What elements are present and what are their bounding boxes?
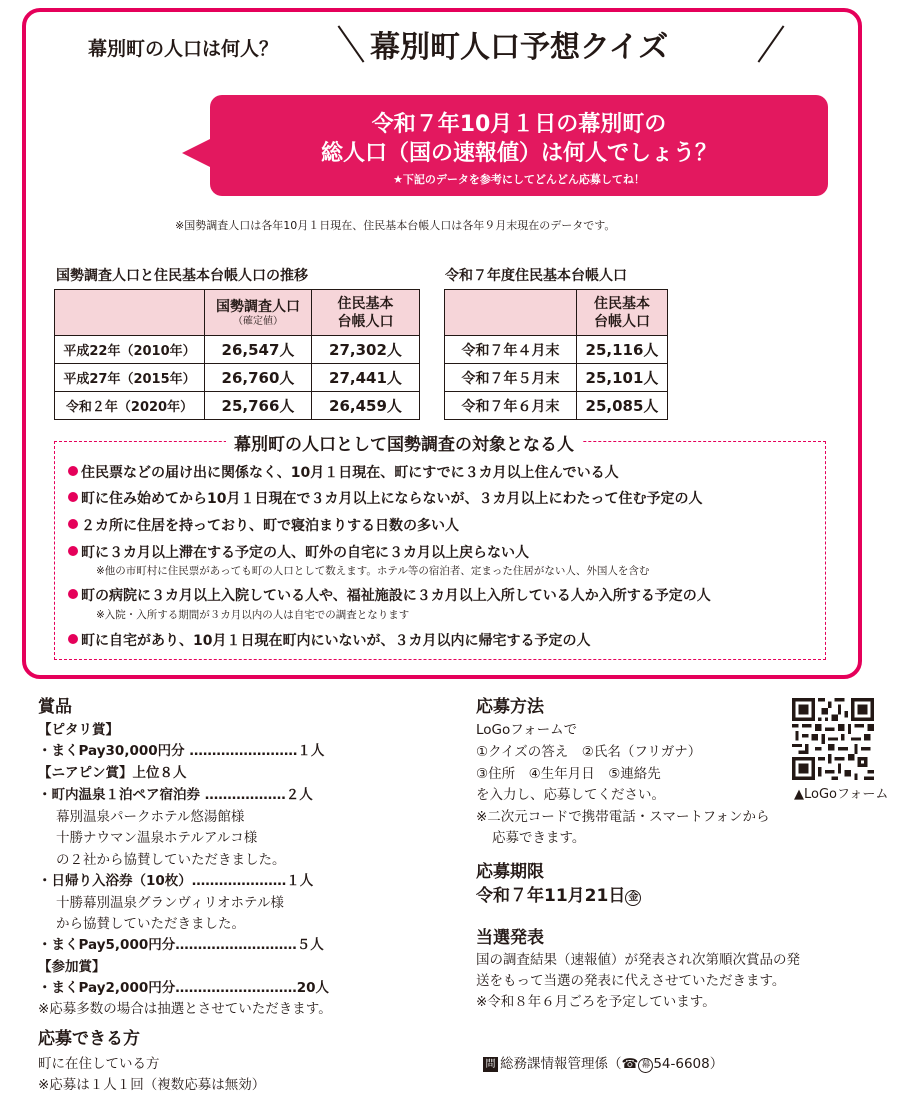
prize-line: の２社から協賛していただきました。 <box>56 852 286 868</box>
deadline-title: 応募期限 <box>476 862 544 882</box>
phone-icon: ☎ <box>621 1056 639 1072</box>
prize-line: 【参加賞】 <box>38 959 106 975</box>
method-line: ①クイズの答え ②氏名（フリガナ） <box>476 744 702 760</box>
announce-line: 送をもって当選の発表に代えさせていただきます。 <box>476 973 786 989</box>
qr-code-icon[interactable] <box>792 698 874 780</box>
prize-line: ・まくPay5,000円分………………………５人 <box>38 937 324 953</box>
bullet-icon <box>68 634 78 644</box>
weekday-badge: 金 <box>625 890 641 906</box>
prize-line: ・日帰り入浴券（10枚）…………………１人 <box>38 873 314 889</box>
r7-header: 住民基本 台帳人口 <box>577 290 668 336</box>
method-note: ※二次元コードで携帯電話・スマートフォンから <box>476 809 770 825</box>
announce-note: ※令和８年６月ごろを予定しています。 <box>476 994 716 1010</box>
eligible-note: ※応募は１人１回（複数応募は無効） <box>38 1077 266 1093</box>
question-line-1: 令和７年10月１日の幕別町の <box>371 112 667 137</box>
bullet-icon <box>68 589 78 599</box>
question-line-2: 総人口（国の速報値）は何人でしょう？ <box>320 141 717 166</box>
inquiry-icon: 問 <box>483 1057 498 1072</box>
table-row: 平成27年（2015年） 26,760人 27,441人 <box>55 364 420 392</box>
qr-caption: ▲LoGoフォーム <box>794 787 889 802</box>
eligible-line: 町に在住している方 <box>38 1056 160 1072</box>
criteria-item: 町に自宅があり、10月１日現在町内にいないが、３カ月以内に帰宅する予定の人 <box>68 630 590 650</box>
criteria-item: 町の病院に３カ月以上入院している人や、福祉施設に３カ月以上入所している人か入所する予定の人 <box>68 585 711 605</box>
r7-table <box>444 289 668 420</box>
prize-line: 幕別温泉パークホテル悠湯館様 <box>56 809 245 825</box>
table-row: 令和７年４月末 25,116人 <box>445 336 668 364</box>
prize-line: ・まくPay30,000円分 ……………………１人 <box>38 743 325 759</box>
criteria-title: 幕別町の人口として国勢調査の対象となる人 <box>226 430 582 455</box>
bullet-icon <box>68 519 78 529</box>
deadline-date: 令和７年11月21日 金 <box>476 881 641 906</box>
prize-line: ・町内温泉１泊ペア宿泊券 ………………２人 <box>38 787 313 803</box>
criteria-item: 町に３カ月以上滞在する予定の人、町外の自宅に３カ月以上戻らない人 <box>68 542 529 562</box>
r7-table-corner <box>445 290 577 336</box>
area-code-icon: 幕 <box>638 1058 653 1073</box>
question-bubble <box>210 95 828 196</box>
header-subtitle: 幕別町の人口は何人？ <box>88 38 279 60</box>
table-row: 平成22年（2010年） 26,547人 27,302人 <box>55 336 420 364</box>
data-note: ※国勢調査人口は各年10月１日現在、住民基本台帳人口は各年９月末現在のデータです。 <box>175 219 616 232</box>
prizes-title: 賞品 <box>38 697 72 717</box>
prize-line: から協賛していただきました。 <box>56 916 245 932</box>
method-line: LoGoフォームで <box>476 722 578 738</box>
bullet-icon <box>68 546 78 556</box>
table-row: 令和７年６月末 25,085人 <box>445 392 668 420</box>
announce-title: 当選発表 <box>476 928 544 948</box>
census-table <box>54 289 420 420</box>
announce-line: 国の調査結果（速報値）が発表され次第順次賞品の発 <box>476 952 800 968</box>
criteria-subnote: ※他の市町村に住民票があっても町の人口として数えます。ホテル等の宿泊者、定まった住居がない人、外国人を含む <box>96 565 650 577</box>
prize-line: 【ピタリ賞】 <box>38 722 119 738</box>
census-table-title: 国勢調査人口と住民基本台帳人口の推移 <box>56 268 308 284</box>
method-line: ③住所 ④生年月日 ⑤連絡先 <box>476 766 661 782</box>
eligible-title: 応募できる方 <box>38 1029 140 1049</box>
prize-line: ・まくPay2,000円分………………………20人 <box>38 980 330 996</box>
prize-line: 十勝ナウマン温泉ホテルアルコ様 <box>56 830 258 846</box>
criteria-item: ２カ所に住居を持っており、町で寝泊まりする日数の多い人 <box>68 515 459 535</box>
method-note: 応募できます。 <box>492 830 586 846</box>
method-line: を入力し、応募してください。 <box>476 787 665 803</box>
r7-table-title: 令和７年度住民基本台帳人口 <box>445 268 627 284</box>
question-hint: ★下記のデータを参考にしてどんどん応募してね！ <box>393 173 645 186</box>
bullet-icon <box>68 492 78 502</box>
header-title: 幕別町人口予想クイズ <box>370 30 669 65</box>
table-row: 令和７年５月末 25,101人 <box>445 364 668 392</box>
criteria-subnote: ※入院・入所する期間が３カ月以内の人は自宅での調査となります <box>96 609 410 621</box>
prize-line: 【ニアピン賞】上位８人 <box>38 765 187 781</box>
prize-line: 十勝幕別温泉グランヴィリオホテル様 <box>56 895 284 911</box>
census-header: 国勢調査人口 （確定値） <box>205 290 312 336</box>
census-table-corner <box>55 290 205 336</box>
method-title: 応募方法 <box>476 697 544 717</box>
contact-line: 問 総務課情報管理係（☎ 幕 54-6608） <box>483 1052 723 1073</box>
bullet-icon <box>68 466 78 476</box>
criteria-item: 町に住み始めてから10月１日現在で３カ月以上にならないが、３カ月以上にわたって住む予定の人 <box>68 488 702 508</box>
table-row: 令和２年（2020年） 25,766人 26,459人 <box>55 392 420 420</box>
criteria-item: 住民票などの届け出に関係なく、10月１日現在、町にすでに３カ月以上住んでいる人 <box>68 462 619 482</box>
prize-note: ※応募多数の場合は抽選とさせていただきます。 <box>38 1001 332 1017</box>
resident-header: 住民基本 台帳人口 <box>312 290 420 336</box>
